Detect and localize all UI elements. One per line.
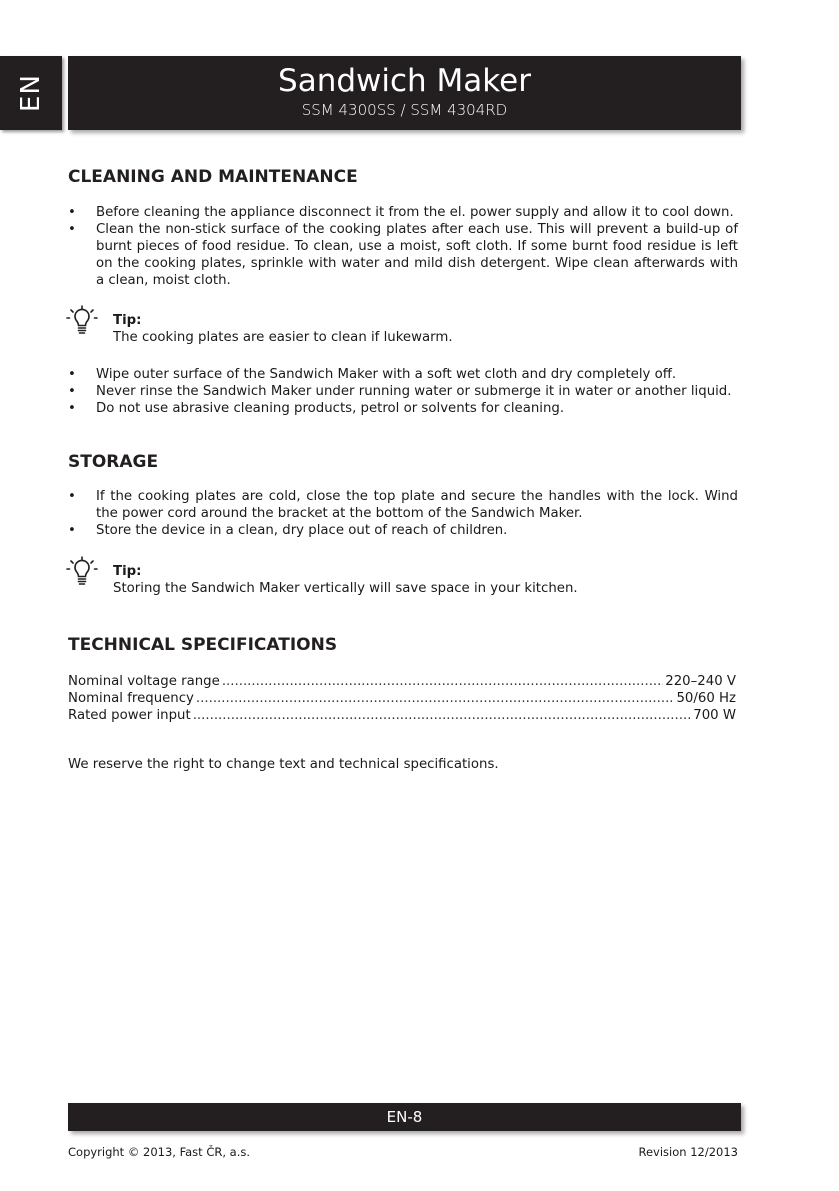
spec-label: Rated power input <box>68 708 191 723</box>
dot-leader <box>193 707 692 724</box>
cleaning-section-title: CLEANING AND MAINTENANCE <box>68 167 358 187</box>
disclaimer-note: We reserve the right to change text and technical specifications. <box>68 757 499 772</box>
revision: Revision 12/2013 <box>638 1145 738 1159</box>
language-tab <box>0 56 62 130</box>
list-item: • Never rinse the Sandwich Maker under running water or submerge it in water or another liquid. <box>68 383 738 400</box>
list-item: • Store the device in a clean, dry place out of reach of children. <box>68 522 738 539</box>
spec-row <box>68 690 736 707</box>
list-item: • Wipe outer surface of the Sandwich Maker with a soft wet cloth and dry completely off. <box>68 366 738 383</box>
list-item: • Do not use abrasive cleaning products, petrol or solvents for cleaning. <box>68 400 738 417</box>
dot-leader <box>196 690 675 707</box>
lightbulb-icon <box>66 556 98 592</box>
list-item: • Before cleaning the appliance disconnect it from the el. power supply and allow it to cool down. <box>68 204 738 221</box>
list-item: • If the cooking plates are cold, close the top plate and secure the handles with the lock. Wind the power cord around the bracket at the bottom of the Sandwich Maker. <box>68 488 738 522</box>
cleaning-bullet-list-2 <box>68 366 738 417</box>
spec-value: 220–240 V <box>665 674 736 689</box>
spec-row <box>68 673 736 690</box>
tip-label: Tip: <box>113 313 142 328</box>
tip-label: Tip: <box>113 564 142 579</box>
specs-table <box>68 673 736 724</box>
copyright: Copyright © 2013, Fast ČR, a.s. <box>68 1145 251 1159</box>
storage-section-title: STORAGE <box>68 452 159 472</box>
specs-section-title: TECHNICAL SPECIFICATIONS <box>68 635 338 655</box>
tip-text: The cooking plates are easier to clean if lukewarm. <box>113 330 453 345</box>
spec-value: 700 W <box>693 708 736 723</box>
lightbulb-icon <box>66 305 98 341</box>
page-number-bar <box>68 1103 741 1131</box>
spec-row <box>68 707 736 724</box>
spec-value: 50/60 Hz <box>676 691 736 706</box>
page-title: Sandwich Maker <box>278 63 531 99</box>
model-numbers: SSM 4300SS / SSM 4304RD <box>301 101 508 119</box>
spec-label: Nominal frequency <box>68 691 194 706</box>
dot-leader <box>222 673 663 690</box>
spec-label: Nominal voltage range <box>68 674 220 689</box>
page-header <box>68 56 741 130</box>
language-label: EN <box>16 74 46 112</box>
cleaning-bullet-list <box>68 204 738 289</box>
list-item: • Clean the non-stick surface of the cooking plates after each use. This will prevent a build-up of burnt pieces of food residue. To clean, use a moist, soft cloth. If some burnt food residue is left on the cooking plates, sprinkle with water and mild dish detergent. Wipe clean afterwards with a clean, moist cloth. <box>68 221 738 289</box>
tip-text: Storing the Sandwich Maker vertically will save space in your kitchen. <box>113 581 578 596</box>
storage-bullet-list <box>68 488 738 539</box>
page-number: EN-8 <box>386 1108 423 1126</box>
